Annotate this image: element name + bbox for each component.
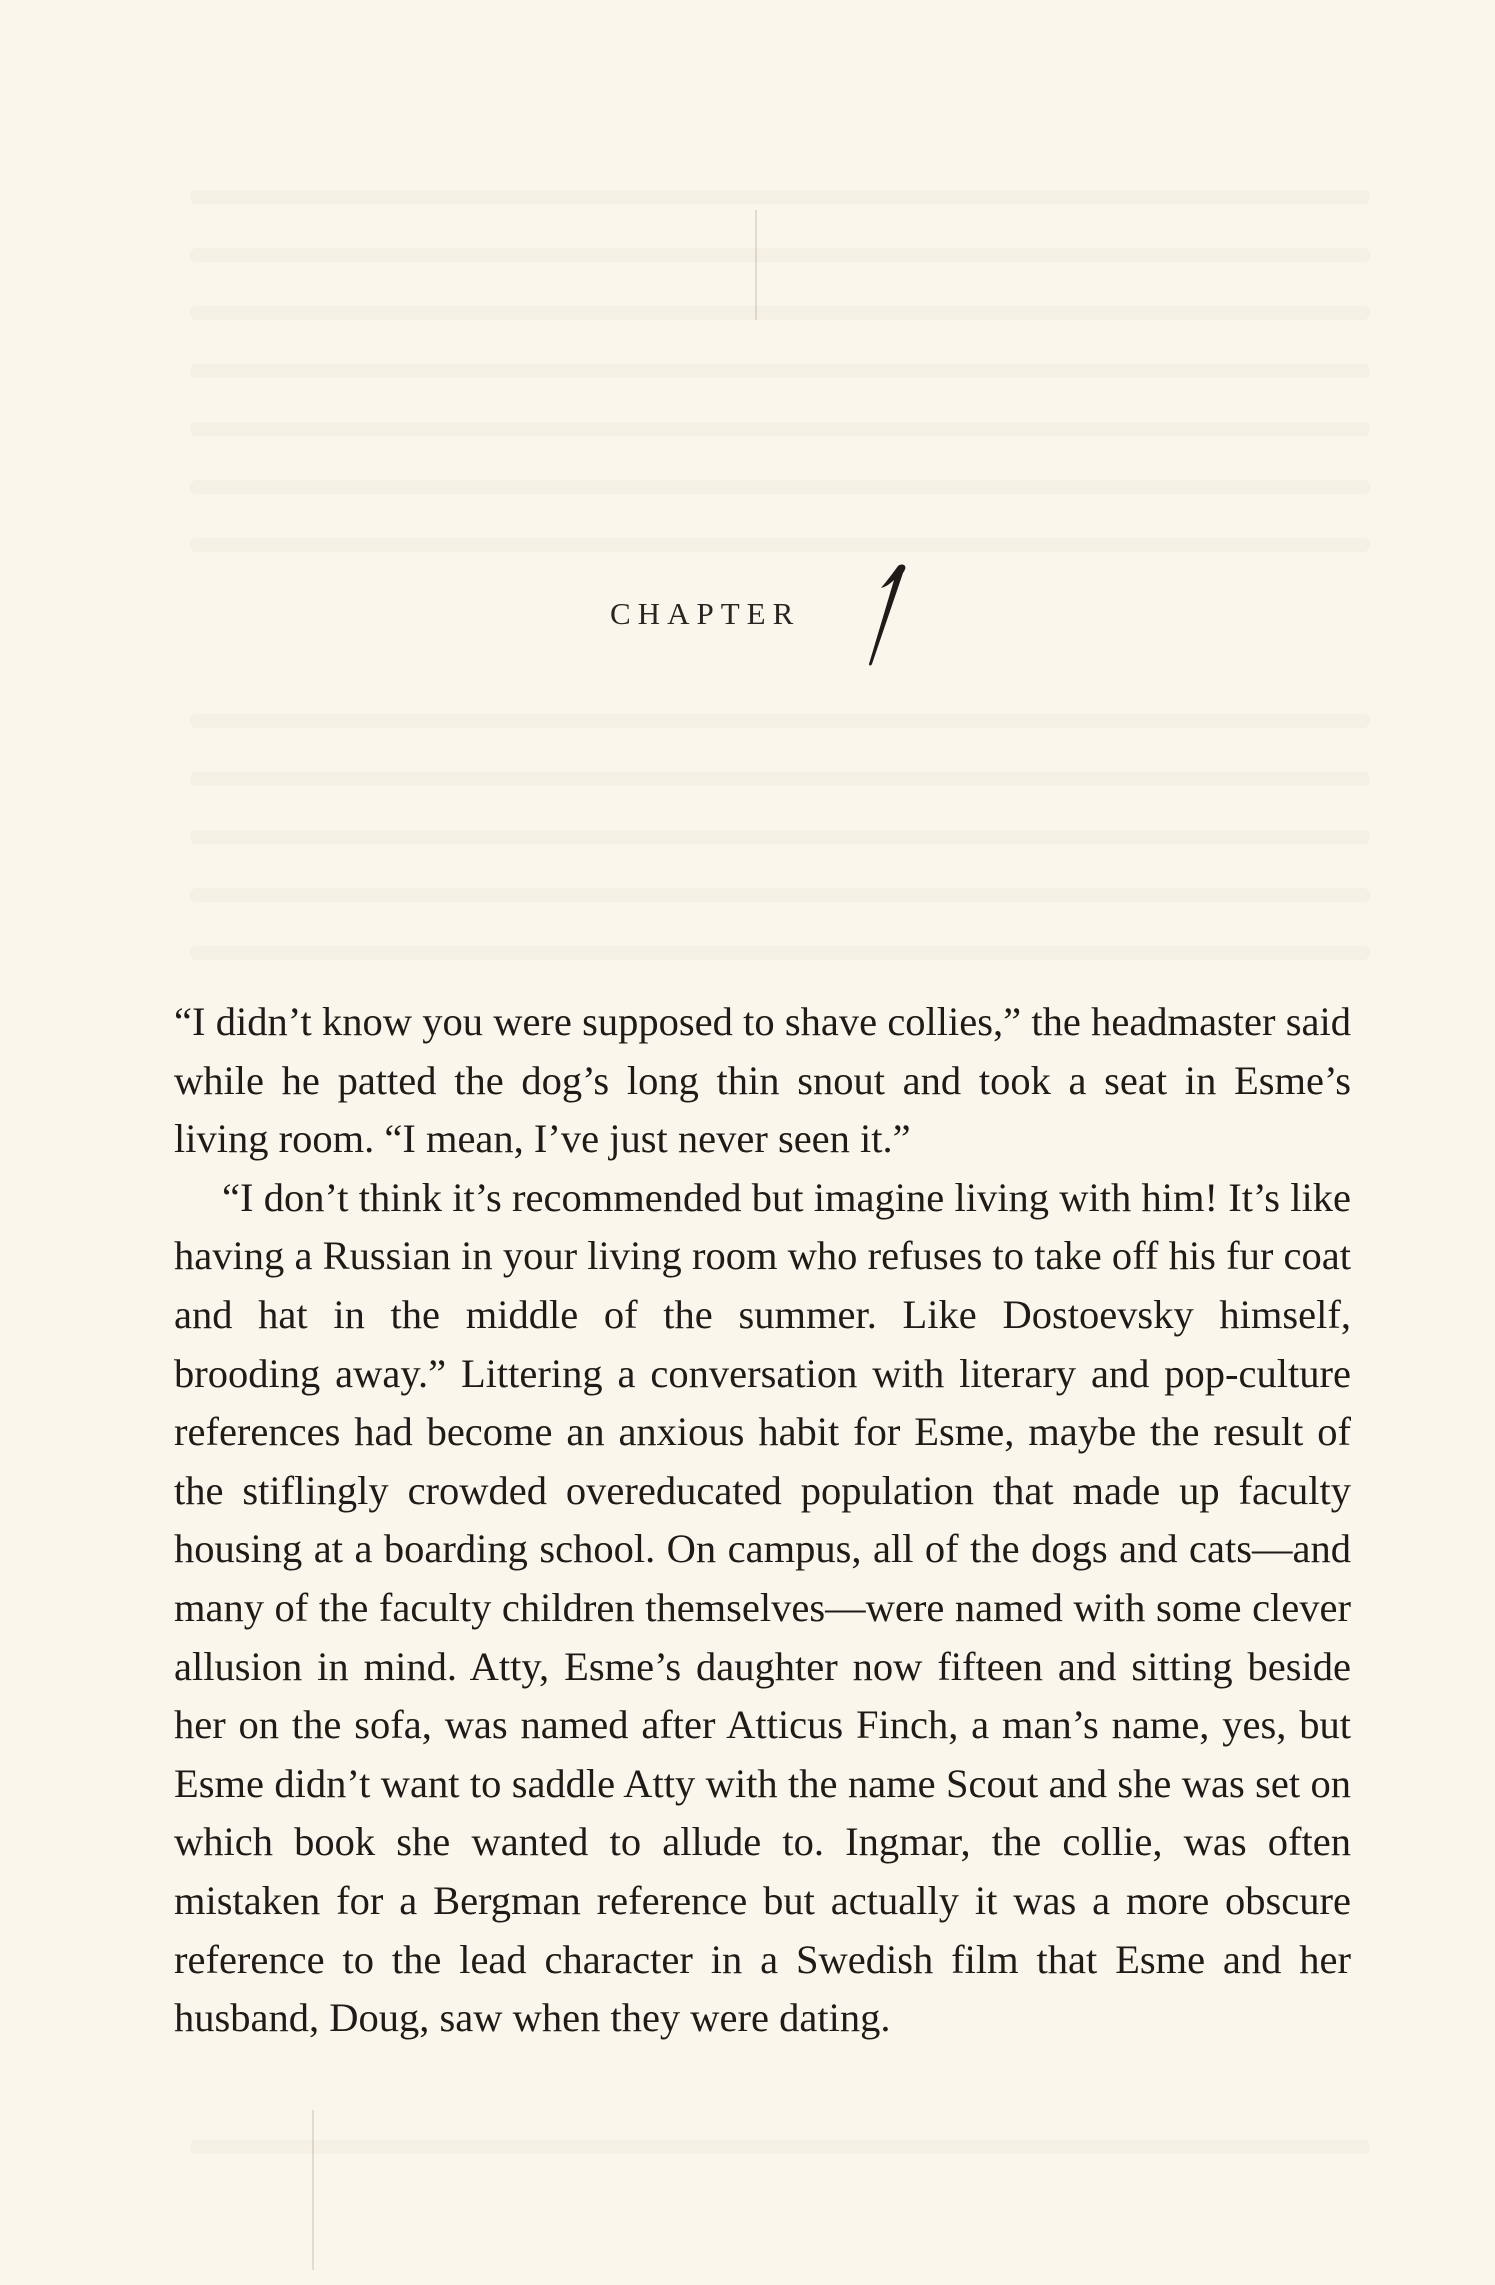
show-through-line [190, 830, 1370, 844]
show-through-line [190, 888, 1370, 902]
chapter-label: CHAPTER [610, 596, 801, 631]
show-through-line [190, 306, 1370, 320]
show-through-line [190, 714, 1370, 728]
page-crease [755, 210, 757, 320]
show-through-line [190, 946, 1370, 960]
show-through-line [190, 772, 1370, 786]
chapter-heading [0, 560, 1495, 690]
show-through-line [190, 248, 1370, 262]
show-through-line [190, 538, 1370, 552]
page-crease [312, 2110, 314, 2270]
show-through-line [190, 2140, 1370, 2154]
show-through-line [190, 422, 1370, 436]
paragraph: “I don’t think it’s recommended but imagine living with him! It’s like having a Russian in your living room who refuses to take off his fur coat and hat in the middle of the summer. Like Dostoevsky himself, brooding away.” Littering a conversation with literary and pop-culture references had become an anxious habit for Esme, maybe the result of the stiflingly crowded overeducated population that made up faculty housing at a boarding school. On campus, all of the dogs and cats—and many of the faculty children themselves—were named with some clever allusion in mind. Atty, Esme’s daughter now fifteen and sitting beside her on the sofa, was named after Atticus Finch, a man’s name, yes, but Esme didn’t want to saddle Atty with the name Scout and she was set on which book she wanted to allude to. Ingmar, the collie, was often mistaken for a Bergman reference but actually it was a more obscure reference to the lead character in a Swedish film that Esme and her husband, Doug, saw when they were dating. [174, 1174, 1351, 2041]
show-through-line [190, 364, 1370, 378]
paragraph: “I didn’t know you were supposed to shave collies,” the headmaster said while he patted the dog’s long thin snout and took a seat in Esme’s living room. “I mean, I’ve just never seen it.” [174, 999, 1351, 1162]
body-text [174, 993, 1351, 2048]
chapter-number-glyph [850, 560, 920, 670]
show-through-line [190, 190, 1370, 204]
show-through-line [190, 480, 1370, 494]
